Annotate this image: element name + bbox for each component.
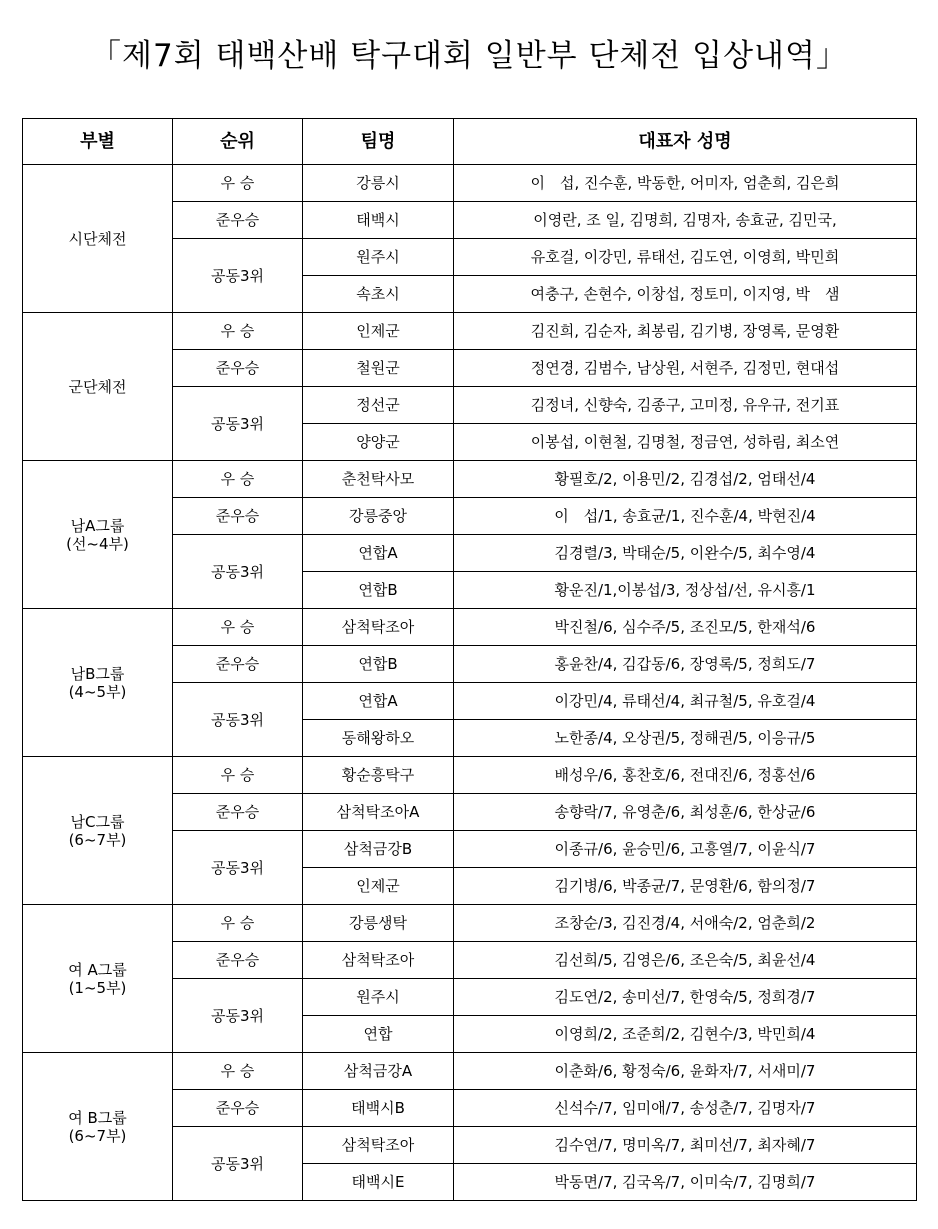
header-rank: 순위 [173, 119, 303, 165]
rank-cell: 준우승 [173, 646, 303, 683]
team-cell: 삼척금강A [303, 1053, 454, 1090]
members-cell: 이춘화/6, 황정숙/6, 윤화자/7, 서새미/7 [454, 1053, 917, 1090]
team-cell: 강릉시 [303, 165, 454, 202]
division-cell [23, 165, 173, 313]
header-division: 부별 [23, 119, 173, 165]
team-cell: 태백시E [303, 1164, 454, 1201]
members-cell: 송향락/7, 유영춘/6, 최성훈/6, 한상균/6 [454, 794, 917, 831]
rank-cell: 우 승 [173, 313, 303, 350]
rank-cell: 준우승 [173, 794, 303, 831]
division-name: 여 A그룹 [68, 960, 127, 979]
table-row [23, 165, 917, 202]
members-cell: 김기병/6, 박종균/7, 문영환/6, 함의정/7 [454, 868, 917, 905]
team-cell: 연합 [303, 1016, 454, 1053]
rank-cell: 공동3위 [173, 831, 303, 905]
division-subtitle: (선~4부) [66, 534, 129, 553]
team-cell: 삼척탁조아 [303, 942, 454, 979]
division-name: 남C그룹 [70, 812, 125, 831]
rank-cell: 공동3위 [173, 683, 303, 757]
members-cell: 이종규/6, 윤승민/6, 고흥열/7, 이윤식/7 [454, 831, 917, 868]
members-cell: 홍윤찬/4, 김갑동/6, 장영록/5, 정희도/7 [454, 646, 917, 683]
rank-cell: 공동3위 [173, 535, 303, 609]
members-cell: 황운진/1,이봉섭/3, 정상섭/선, 유시흥/1 [454, 572, 917, 609]
members-cell: 배성우/6, 홍찬호/6, 전대진/6, 정홍선/6 [454, 757, 917, 794]
division-name: 남B그룹 [70, 664, 125, 683]
members-cell: 유호걸, 이강민, 류태선, 김도연, 이영희, 박민희 [454, 239, 917, 276]
team-cell: 삼척탁조아 [303, 1127, 454, 1164]
team-cell: 원주시 [303, 239, 454, 276]
division-cell [23, 461, 173, 609]
members-cell: 정연경, 김범수, 남상원, 서현주, 김정민, 현대섭 [454, 350, 917, 387]
division-cell [23, 905, 173, 1053]
team-cell: 양양군 [303, 424, 454, 461]
division-cell [23, 1053, 173, 1201]
rank-cell: 공동3위 [173, 239, 303, 313]
results-body [23, 165, 917, 1201]
team-cell: 연합A [303, 535, 454, 572]
division-cell [23, 313, 173, 461]
document-title: 「제7회 태백산배 탁구대회 일반부 단체전 입상내역」 [90, 38, 848, 74]
members-cell: 이 섭, 진수훈, 박동한, 어미자, 엄춘희, 김은희 [454, 165, 917, 202]
division-subtitle: (1~5부) [68, 978, 127, 997]
team-cell: 태백시 [303, 202, 454, 239]
members-cell: 김정녀, 신향숙, 김종구, 고미정, 유우규, 전기표 [454, 387, 917, 424]
team-cell: 강릉중앙 [303, 498, 454, 535]
table-row [23, 905, 917, 942]
table-row [23, 461, 917, 498]
members-cell: 이영란, 조 일, 김명희, 김명자, 송효균, 김민국, [454, 202, 917, 239]
rank-cell: 우 승 [173, 1053, 303, 1090]
division-subtitle: (6~7부) [68, 1126, 127, 1145]
members-cell: 여충구, 손현수, 이창섭, 정토미, 이지영, 박 샘 [454, 276, 917, 313]
team-cell: 강릉생탁 [303, 905, 454, 942]
members-cell: 이강민/4, 류태선/4, 최규철/5, 유호걸/4 [454, 683, 917, 720]
team-cell: 삼척탁조아 [303, 609, 454, 646]
results-table [22, 118, 917, 1201]
team-cell: 동해왕하오 [303, 720, 454, 757]
members-cell: 이봉섭, 이현철, 김명철, 정금연, 성하림, 최소연 [454, 424, 917, 461]
division-name: 여 B그룹 [68, 1108, 127, 1127]
rank-cell: 준우승 [173, 498, 303, 535]
members-cell: 조창순/3, 김진경/4, 서애숙/2, 엄춘희/2 [454, 905, 917, 942]
team-cell: 태백시B [303, 1090, 454, 1127]
members-cell: 이 섭/1, 송효균/1, 진수훈/4, 박현진/4 [454, 498, 917, 535]
members-cell: 김수연/7, 명미옥/7, 최미선/7, 최자혜/7 [454, 1127, 917, 1164]
division-subtitle: (6~7부) [68, 830, 127, 849]
division-cell [23, 609, 173, 757]
team-cell: 연합B [303, 646, 454, 683]
team-cell: 인제군 [303, 313, 454, 350]
division-cell [23, 757, 173, 905]
rank-cell: 우 승 [173, 757, 303, 794]
header-team: 팀명 [303, 119, 454, 165]
rank-cell: 우 승 [173, 165, 303, 202]
rank-cell: 준우승 [173, 350, 303, 387]
rank-cell: 공동3위 [173, 1127, 303, 1201]
members-cell: 김선희/5, 김영은/6, 조은숙/5, 최윤선/4 [454, 942, 917, 979]
members-cell: 김진희, 김순자, 최봉림, 김기병, 장영록, 문영환 [454, 313, 917, 350]
division-name: 시단체전 [68, 229, 127, 248]
rank-cell: 준우승 [173, 202, 303, 239]
team-cell: 정선군 [303, 387, 454, 424]
members-cell: 박동면/7, 김국옥/7, 이미숙/7, 김명희/7 [454, 1164, 917, 1201]
division-subtitle: (4~5부) [68, 682, 127, 701]
team-cell: 춘천탁사모 [303, 461, 454, 498]
team-cell: 삼척금강B [303, 831, 454, 868]
team-cell: 삼척탁조아A [303, 794, 454, 831]
division-name: 군단체전 [68, 377, 127, 396]
header-row [23, 119, 917, 165]
team-cell: 인제군 [303, 868, 454, 905]
members-cell: 노한종/4, 오상권/5, 정해권/5, 이응규/5 [454, 720, 917, 757]
rank-cell: 공동3위 [173, 387, 303, 461]
team-cell: 황순흥탁구 [303, 757, 454, 794]
rank-cell: 준우승 [173, 1090, 303, 1127]
members-cell: 박진철/6, 심수주/5, 조진모/5, 한재석/6 [454, 609, 917, 646]
team-cell: 원주시 [303, 979, 454, 1016]
members-cell: 황필호/2, 이용민/2, 김경섭/2, 엄태선/4 [454, 461, 917, 498]
rank-cell: 우 승 [173, 905, 303, 942]
rank-cell: 우 승 [173, 609, 303, 646]
members-cell: 이영희/2, 조준희/2, 김현수/3, 박민희/4 [454, 1016, 917, 1053]
table-row [23, 313, 917, 350]
header-members: 대표자 성명 [454, 119, 917, 165]
members-cell: 김경렬/3, 박태순/5, 이완수/5, 최수영/4 [454, 535, 917, 572]
rank-cell: 준우승 [173, 942, 303, 979]
rank-cell: 우 승 [173, 461, 303, 498]
table-row [23, 609, 917, 646]
rank-cell: 공동3위 [173, 979, 303, 1053]
division-name: 남A그룹 [70, 516, 125, 535]
table-row [23, 1053, 917, 1090]
members-cell: 김도연/2, 송미선/7, 한영숙/5, 정희경/7 [454, 979, 917, 1016]
team-cell: 속초시 [303, 276, 454, 313]
team-cell: 연합A [303, 683, 454, 720]
team-cell: 연합B [303, 572, 454, 609]
members-cell: 신석수/7, 임미애/7, 송성춘/7, 김명자/7 [454, 1090, 917, 1127]
table-row [23, 757, 917, 794]
team-cell: 철원군 [303, 350, 454, 387]
